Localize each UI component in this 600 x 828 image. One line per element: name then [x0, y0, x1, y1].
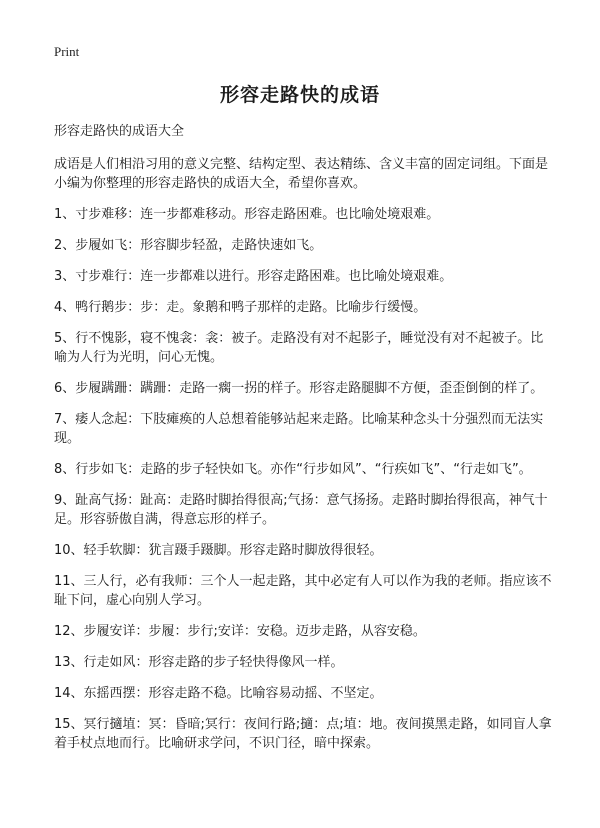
- idiom-item: 6、步履蹒跚：蹒跚：走路一瘸一拐的样子。形容走路腿脚不方便，歪歪倒倒的样了。: [54, 381, 544, 396]
- idiom-item: 14、东摇西摆：形容走路不稳。比喻容易动摇、不坚定。: [54, 686, 383, 701]
- idiom-item: 11、三人行，必有我师：三个人一起走路，其中必定有人可以作为我的老师。指应该不耻下问，虚心向别人学习。: [54, 574, 552, 608]
- idiom-list: [54, 205, 554, 753]
- idiom-item: 2、步履如飞：形容脚步轻盈，走路快速如飞。: [54, 238, 323, 253]
- article-subtitle: 形容走路快的成语大全: [54, 124, 185, 139]
- idiom-item: 7、痿人念起：下肢瘫痪的人总想着能够站起来走路。比喻某种念头十分强烈而无法实现。: [54, 412, 544, 446]
- print-link[interactable]: Print: [54, 44, 80, 59]
- idiom-item: 9、趾高气扬：趾高：走路时脚抬得很高;气扬：意气扬扬。走路时脚抬得很高，神气十足。形容骄傲自满，得意忘形的样子。: [54, 493, 548, 527]
- idiom-item: 1、寸步难移：连一步都难移动。形容走路困难。也比喻处境艰难。: [54, 207, 440, 222]
- idiom-item: 10、轻手软脚：犹言蹑手蹑脚。形容走路时脚放得很轻。: [54, 543, 383, 558]
- idiom-item: 4、鸭行鹅步：步：走。象鹅和鸭子那样的走路。比喻步行缓慢。: [54, 300, 427, 315]
- idiom-item: 3、寸步难行：连一步都难以进行。形容走路困难。也比喻处境艰难。: [54, 269, 453, 284]
- intro-paragraph: 成语是人们相沿习用的意义完整、结构定型、表达精练、含义丰富的固定词组。下面是小编为你整理的形容走路快的成语大全，希望你喜欢。: [54, 157, 549, 191]
- page-title: 形容走路快的成语: [219, 84, 380, 106]
- article-body: [54, 122, 554, 765]
- idiom-item: 8、行步如飞：走路的步子轻快如飞。亦作“行步如风”、“行疾如飞”、“行走如飞”。: [54, 462, 532, 477]
- idiom-item: 15、冥行擿埴：冥：昏暗;冥行：夜间行路;擿：点;埴：地。夜间摸黑走路，如同盲人拿着手杖点地而行。比喻研求学问，不识门径，暗中探索。: [54, 717, 552, 751]
- idiom-item: 5、行不愧影，寝不愧衾：衾：被子。走路没有对不起影子，睡觉没有对不起被子。比喻为人行为光明，问心无愧。: [54, 331, 544, 365]
- idiom-item: 12、步履安详：步履：步行;安详：安稳。迈步走路，从容安稳。: [54, 624, 426, 639]
- idiom-item: 13、行走如风：形容走路的步子轻快得像风一样。: [54, 655, 344, 670]
